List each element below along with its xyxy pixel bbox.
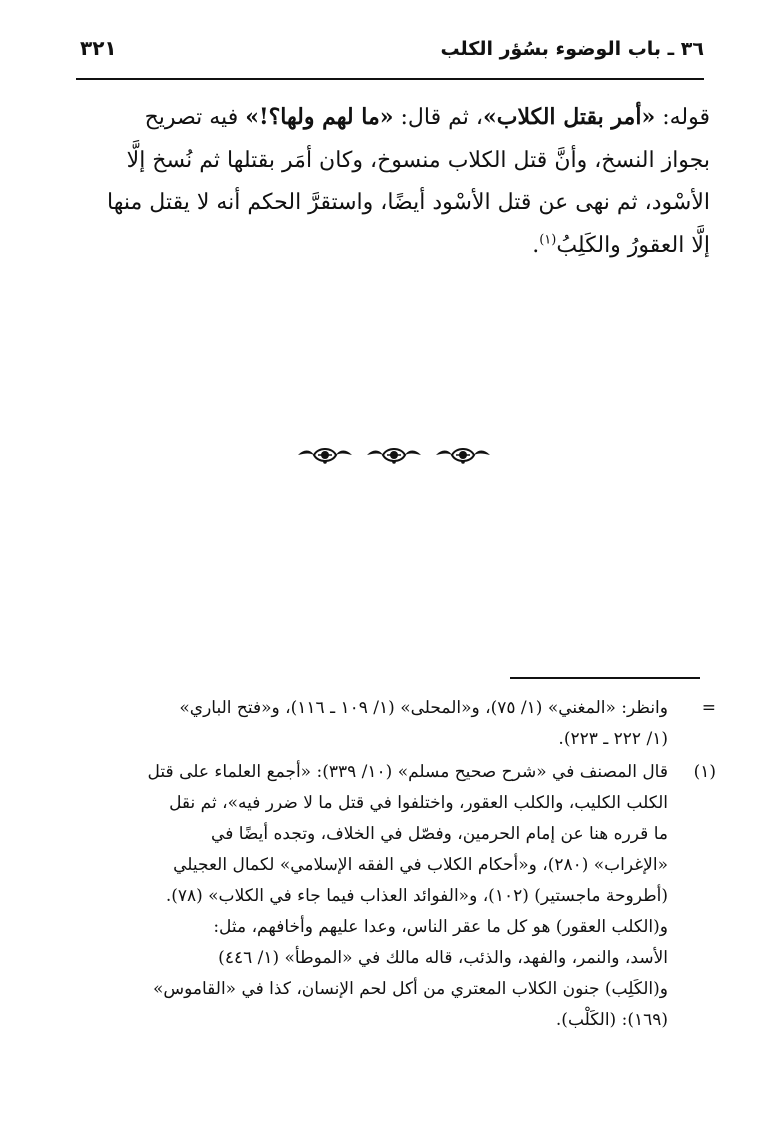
footnote-line: وانظر: «المغني» (١/ ٧٥)، و«المحلى» (١/ ١٠٩ ـ ١١٦)، و«فتح الباري» <box>179 698 668 718</box>
quoted-hadith-phrase: «أمر بقتل الكلاب» <box>482 104 656 130</box>
footnote-reference[interactable]: (١) <box>539 232 557 248</box>
main-line-2: بجواز النسخ، وأنَّ قتل الكلاب منسوخ، وكان أمَر بقتلها ثم نُسخ إلَّا <box>126 147 710 173</box>
footnote-line: قال المصنف في «شرح صحيح مسلم» (١٠/ ٣٣٩): «أجمع العلماء على قتل <box>147 762 668 782</box>
main-line-4-text: إلَّا العقورُ والكَلِبُ <box>556 232 710 258</box>
chapter-title: ٣٦ ـ باب الوضوء بسُؤر الكلب <box>440 38 704 60</box>
fleuron-ornament-icon <box>365 443 423 467</box>
main-line-1-segment-5: فيه تصريح <box>144 105 246 130</box>
footnote-line: و(الكلب العقور) هو كل ما عقر الناس، وعدا عليهم وأخافهم، مثل: <box>213 917 668 937</box>
footnote-continuation <box>68 693 716 755</box>
footnote-line: «الإغراب» (٢٨٠)، و«أحكام الكلاب في الفقه الإسلامي» لكمال العجيلي <box>173 855 668 875</box>
quoted-hadith-phrase: «ما لهم ولها؟!» <box>245 104 394 130</box>
main-line-1-segment-1: قوله: <box>655 105 710 130</box>
page-number: ٣٢١ <box>80 36 117 60</box>
footnote-line: (أطروحة ماجستير) (١٠٢)، و«الفوائد العذاب فيما جاء في الكلاب» (٧٨). <box>165 886 668 906</box>
fleuron-ornament-icon <box>296 443 354 467</box>
main-line-1-segment-3: ، ثم قال: <box>393 105 483 130</box>
fleuron-ornament-icon <box>434 443 492 467</box>
main-text <box>70 96 710 267</box>
footnote-line: الأسد، والنمر، والفهد، والذئب، قاله مالك في «الموطأ» (١/ ٤٤٦) <box>218 948 668 968</box>
footnote-line: الكلب الكليب، والكلب العقور، واختلفوا في قتل ما لا ضرر فيه»، ثم نقل <box>169 793 668 813</box>
main-line-4-end: . <box>532 232 540 258</box>
footnotes <box>68 693 716 1036</box>
footnote-separator <box>510 677 700 679</box>
footnote-line: ما قرره هنا عن إمام الحرمين، وفصّل في الخلاف، وتجده أيضًا في <box>211 824 668 844</box>
footnote-line: (١/ ٢٢٢ ـ ٢٢٣). <box>558 729 668 749</box>
main-line-4 <box>70 225 710 268</box>
header-rule <box>76 78 704 80</box>
footnote-1 <box>68 757 716 1036</box>
running-header <box>76 34 704 74</box>
main-line-3: الأسْود، ثم نهى عن قتل الأسْود أيضًا، واستقرَّ الحكم أنه لا يقتل منها <box>107 190 710 215</box>
footnote-line: و(الكَلِب) جنون الكلاب المعتري من أكل لحم الإنسان، كذا في «القاموس» <box>152 979 668 999</box>
footnote-line: (١٦٩): (الكَلْب). <box>555 1010 668 1030</box>
main-line-1 <box>70 96 710 140</box>
footnote-marker: (١) <box>693 762 716 782</box>
section-divider <box>296 440 492 470</box>
continuation-marker: = <box>701 698 716 718</box>
